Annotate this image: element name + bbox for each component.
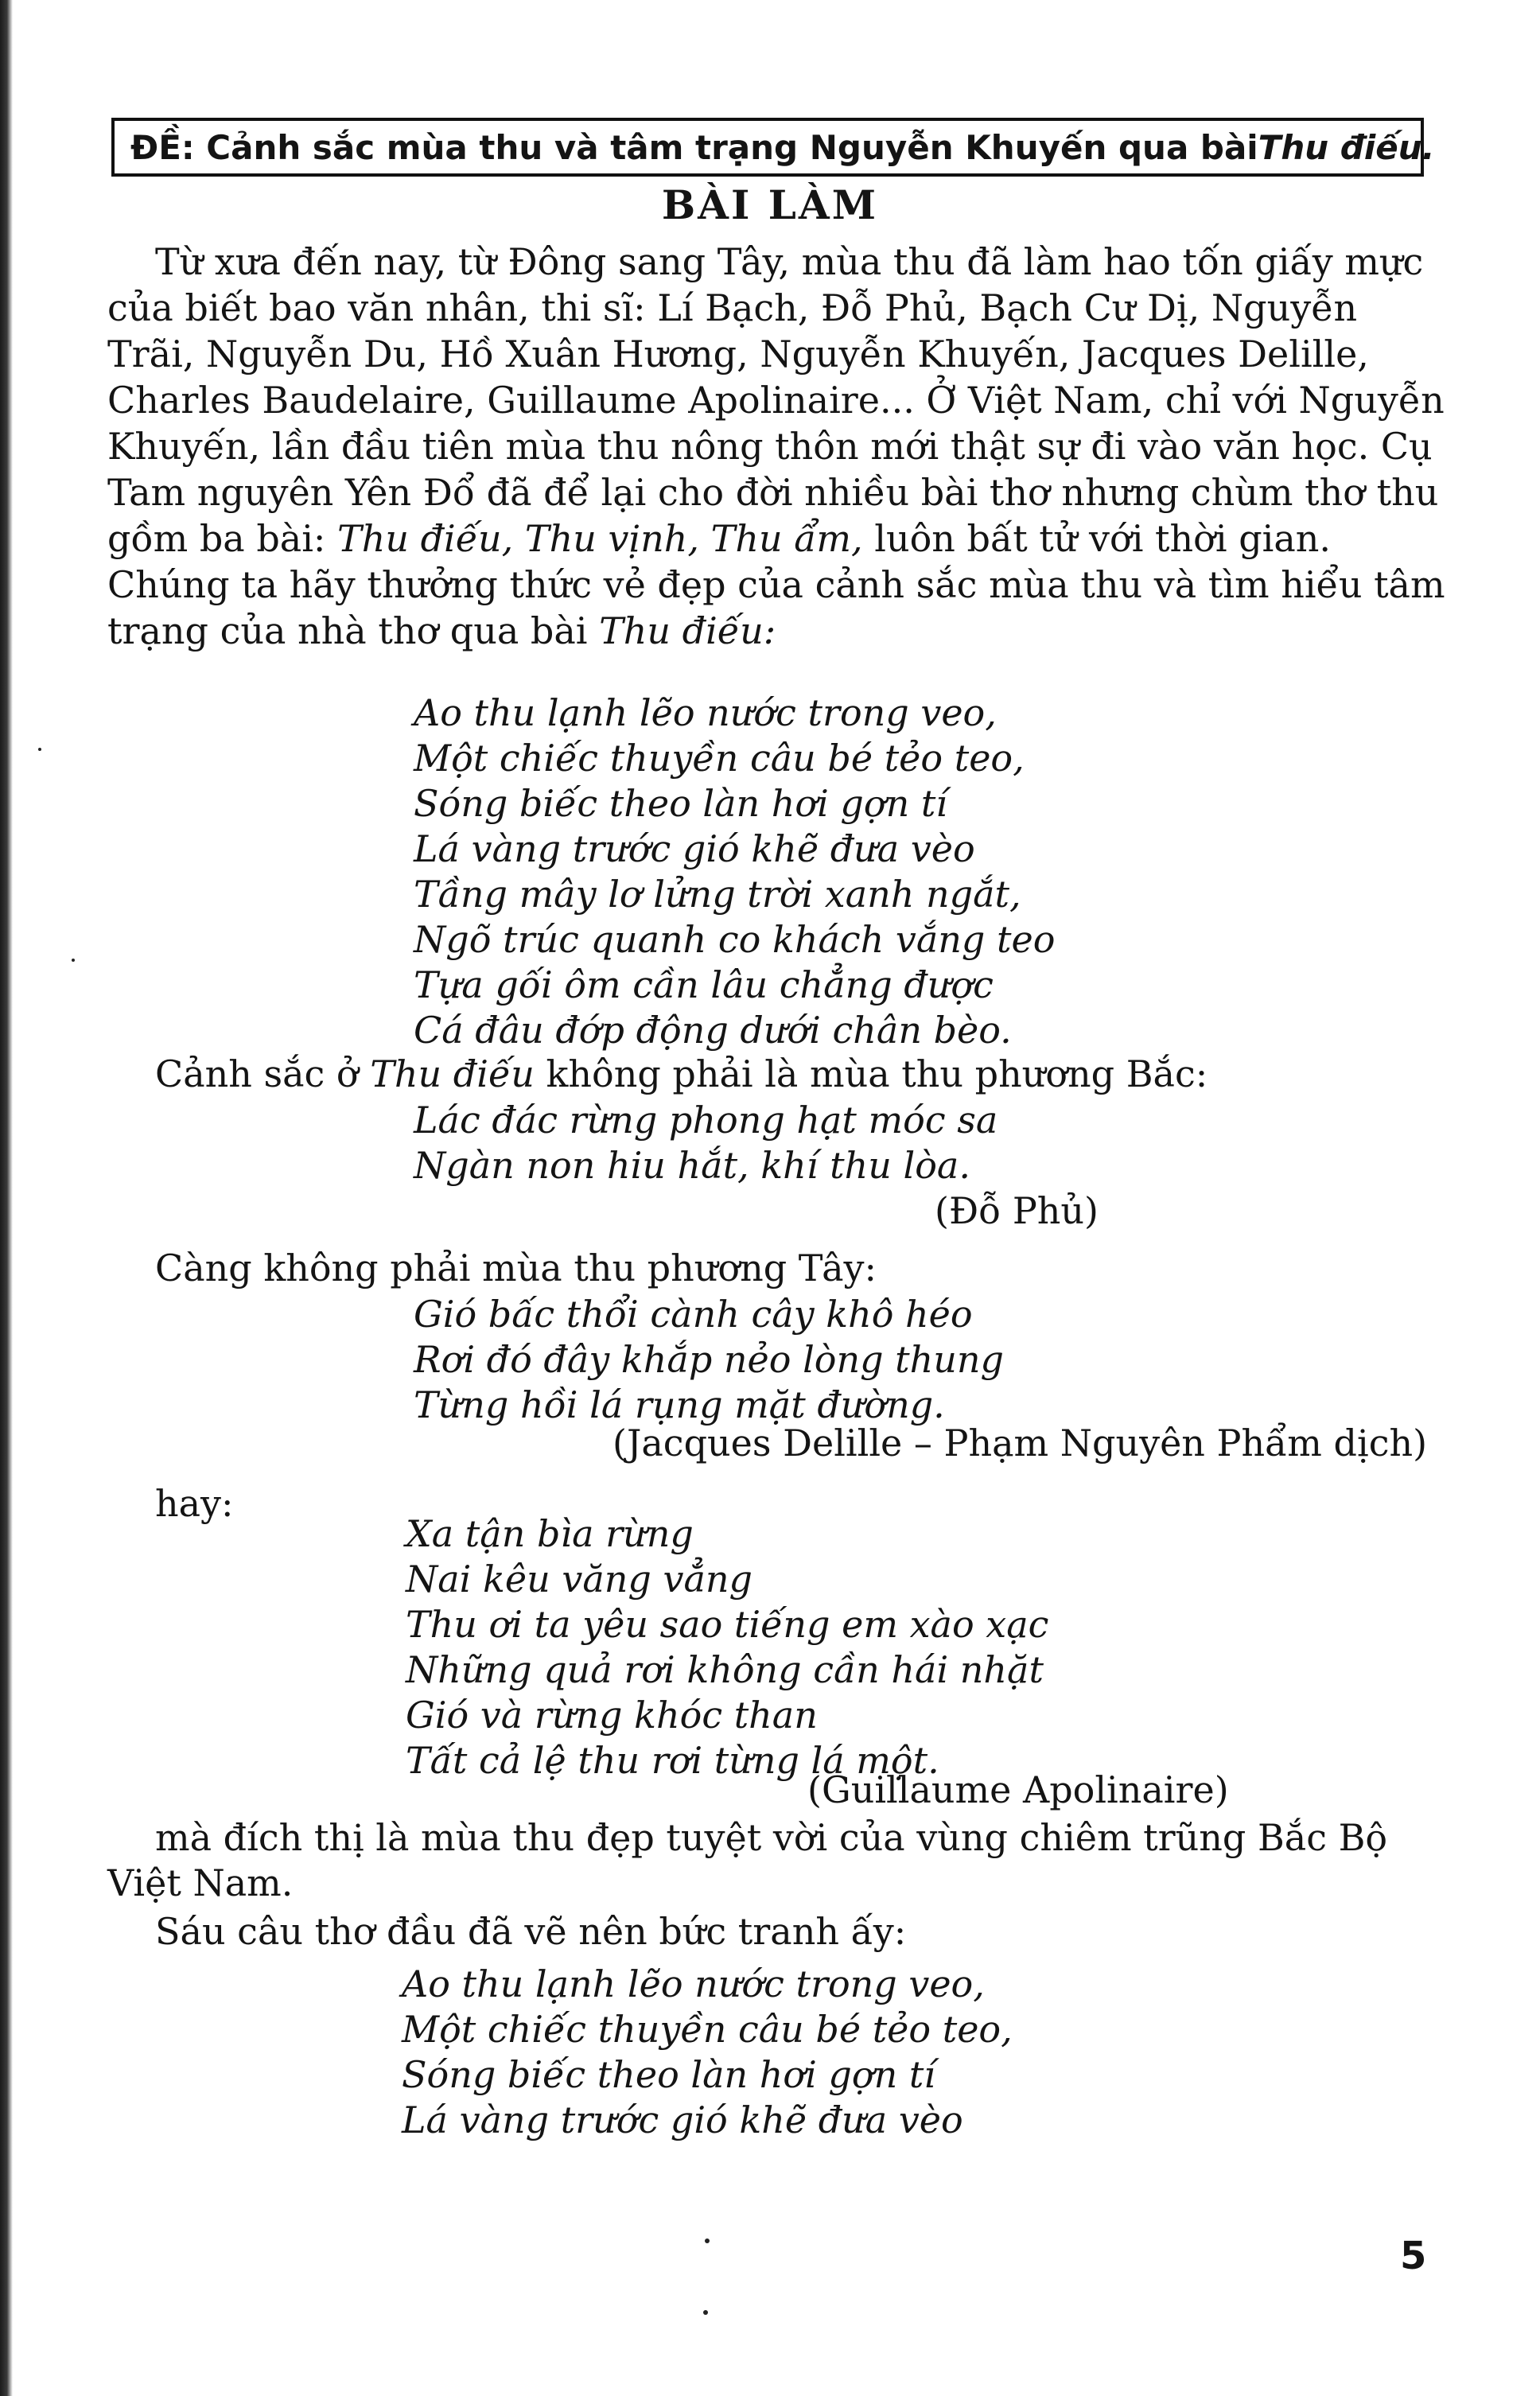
intro-line: [107, 608, 1436, 654]
poem-line: Sóng biếc theo làn hơi gợn tí: [402, 2053, 936, 2096]
essay-title: BÀI LÀM: [661, 181, 879, 228]
poem-line: Một chiếc thuyền câu bé tẻo teo,: [402, 2008, 1013, 2051]
poem-line: Một chiếc thuyền câu bé tẻo teo,: [414, 737, 1025, 780]
poem-line: Tất cả lệ thu rơi từng lá một.: [406, 1739, 939, 1782]
intro-text: luôn bất tử với thời gian.: [862, 517, 1332, 560]
assignment-heading-text: ĐỀ: Cảnh sắc mùa thu và tâm trạng Nguyễn Khuyến qua bài: [130, 127, 1258, 167]
poem-line: Gió bấc thổi cành cây khô héo: [414, 1293, 973, 1336]
poem-line: Ao thu lạnh lẽo nước trong veo,: [414, 691, 997, 734]
poem-repeat: [402, 1962, 1013, 2143]
poem-line: Ao thu lạnh lẽo nước trong veo,: [402, 1962, 985, 2005]
prose-text: không phải là mùa thu phương Bắc:: [534, 1052, 1208, 1095]
intro-line: Chúng ta hãy thưởng thức vẻ đẹp của cảnh sắc mùa thu và tìm hiểu tâm: [107, 563, 1445, 606]
intro-line: Khuyến, lần đầu tiên mùa thu nông thôn mới thật sự đi vào văn học. Cụ: [107, 425, 1433, 468]
poem-thu-dieu: [414, 690, 1055, 1053]
ink-speck: [72, 959, 75, 962]
canh-sac-line: [155, 1052, 1208, 1097]
ink-speck: [705, 2238, 710, 2243]
intro-line: Từ xưa đến nay, từ Đông sang Tây, mùa thu đã làm hao tốn giấy mực: [155, 240, 1424, 283]
ink-speck: [38, 748, 41, 751]
poem-delille: [414, 1292, 1004, 1428]
source-delille: (Jacques Delille – Phạm Nguyên Phẩm dịch): [612, 1422, 1428, 1464]
poem-line: Rơi đó đây khắp nẻo lòng thung: [414, 1338, 1004, 1381]
poem-title: Thu điếu:: [599, 609, 776, 652]
hay-line: hay:: [155, 1482, 234, 1525]
cang-khong-line: Càng không phải mùa thu phương Tây:: [155, 1247, 877, 1289]
sau-cau-line: Sáu câu thơ đầu đã vẽ nên bức tranh ấy:: [155, 1910, 907, 1953]
page-number: 5: [1400, 2234, 1427, 2278]
poem-do-phu: [414, 1098, 998, 1188]
poem-titles: Thu điếu, Thu vịnh, Thu ẩm,: [337, 517, 863, 560]
poem-line: Lá vàng trước gió khẽ đưa vèo: [414, 827, 975, 870]
intro-line: Tam nguyên Yên Đổ đã để lại cho đời nhiều bài thơ nhưng chùm thơ thu: [107, 471, 1439, 514]
poem-line: Tựa gối ôm cần lâu chẳng được: [414, 963, 994, 1006]
conclusion-line: Việt Nam.: [107, 1861, 294, 1904]
poem-title: Thu điếu: [370, 1052, 535, 1095]
source-do-phu: (Đỗ Phủ): [935, 1189, 1099, 1232]
assignment-heading: [111, 118, 1435, 177]
poem-line: Nai kêu văng vẳng: [406, 1558, 752, 1601]
prose-text: Cảnh sắc ở: [155, 1052, 371, 1095]
source-apolinaire: (Guillaume Apolinaire): [807, 1768, 1229, 1811]
intro-paragraph: [107, 239, 1445, 654]
poem-line: Lác đác rừng phong hạt móc sa: [414, 1099, 998, 1142]
poem-apolinaire: [406, 1511, 1048, 1783]
intro-line: Trãi, Nguyễn Du, Hồ Xuân Hương, Nguyễn Khuyến, Jacques Delille,: [107, 333, 1369, 375]
poem-line: Thu ơi ta yêu sao tiếng em xào xạc: [406, 1603, 1049, 1646]
poem-line: Ngõ trúc quanh co khách vắng teo: [414, 918, 1056, 961]
poem-line: Ngàn non hiu hắt, khí thu lòa.: [414, 1144, 970, 1187]
intro-text: trạng của nhà thơ qua bài: [107, 609, 600, 652]
poem-line: Lá vàng trước gió khẽ đưa vèo: [402, 2098, 963, 2141]
intro-line: của biết bao văn nhân, thi sĩ: Lí Bạch, Đỗ Phủ, Bạch Cư Dị, Nguyễn: [107, 286, 1358, 329]
intro-line: [107, 515, 1436, 562]
poem-line: Những quả rơi không cần hái nhặt: [406, 1648, 1044, 1691]
ink-speck: [703, 2310, 708, 2315]
poem-line: Từng hồi lá rụng mặt đường.: [414, 1383, 945, 1426]
poem-line: Cá đâu đớp động dưới chân bèo.: [414, 1009, 1012, 1052]
poem-line: Tầng mây lơ lửng trời xanh ngắt,: [414, 873, 1021, 916]
conclusion-line: mà đích thị là mùa thu đẹp tuyệt vời của vùng chiêm trũng Bắc Bộ: [155, 1816, 1388, 1859]
poem-line: Sóng biếc theo làn hơi gợn tí: [414, 782, 948, 825]
intro-text: gồm ba bài:: [107, 517, 338, 560]
poem-line: Gió và rừng khóc than: [406, 1694, 818, 1737]
poem-line: Xa tận bìa rừng: [406, 1512, 694, 1555]
book-spine-shadow: [0, 0, 13, 2396]
assignment-heading-poem-title: Thu điếu.: [1258, 127, 1435, 167]
intro-line: Charles Baudelaire, Guillaume Apolinaire... Ở Việt Nam, chỉ với Nguyễn: [107, 379, 1445, 422]
